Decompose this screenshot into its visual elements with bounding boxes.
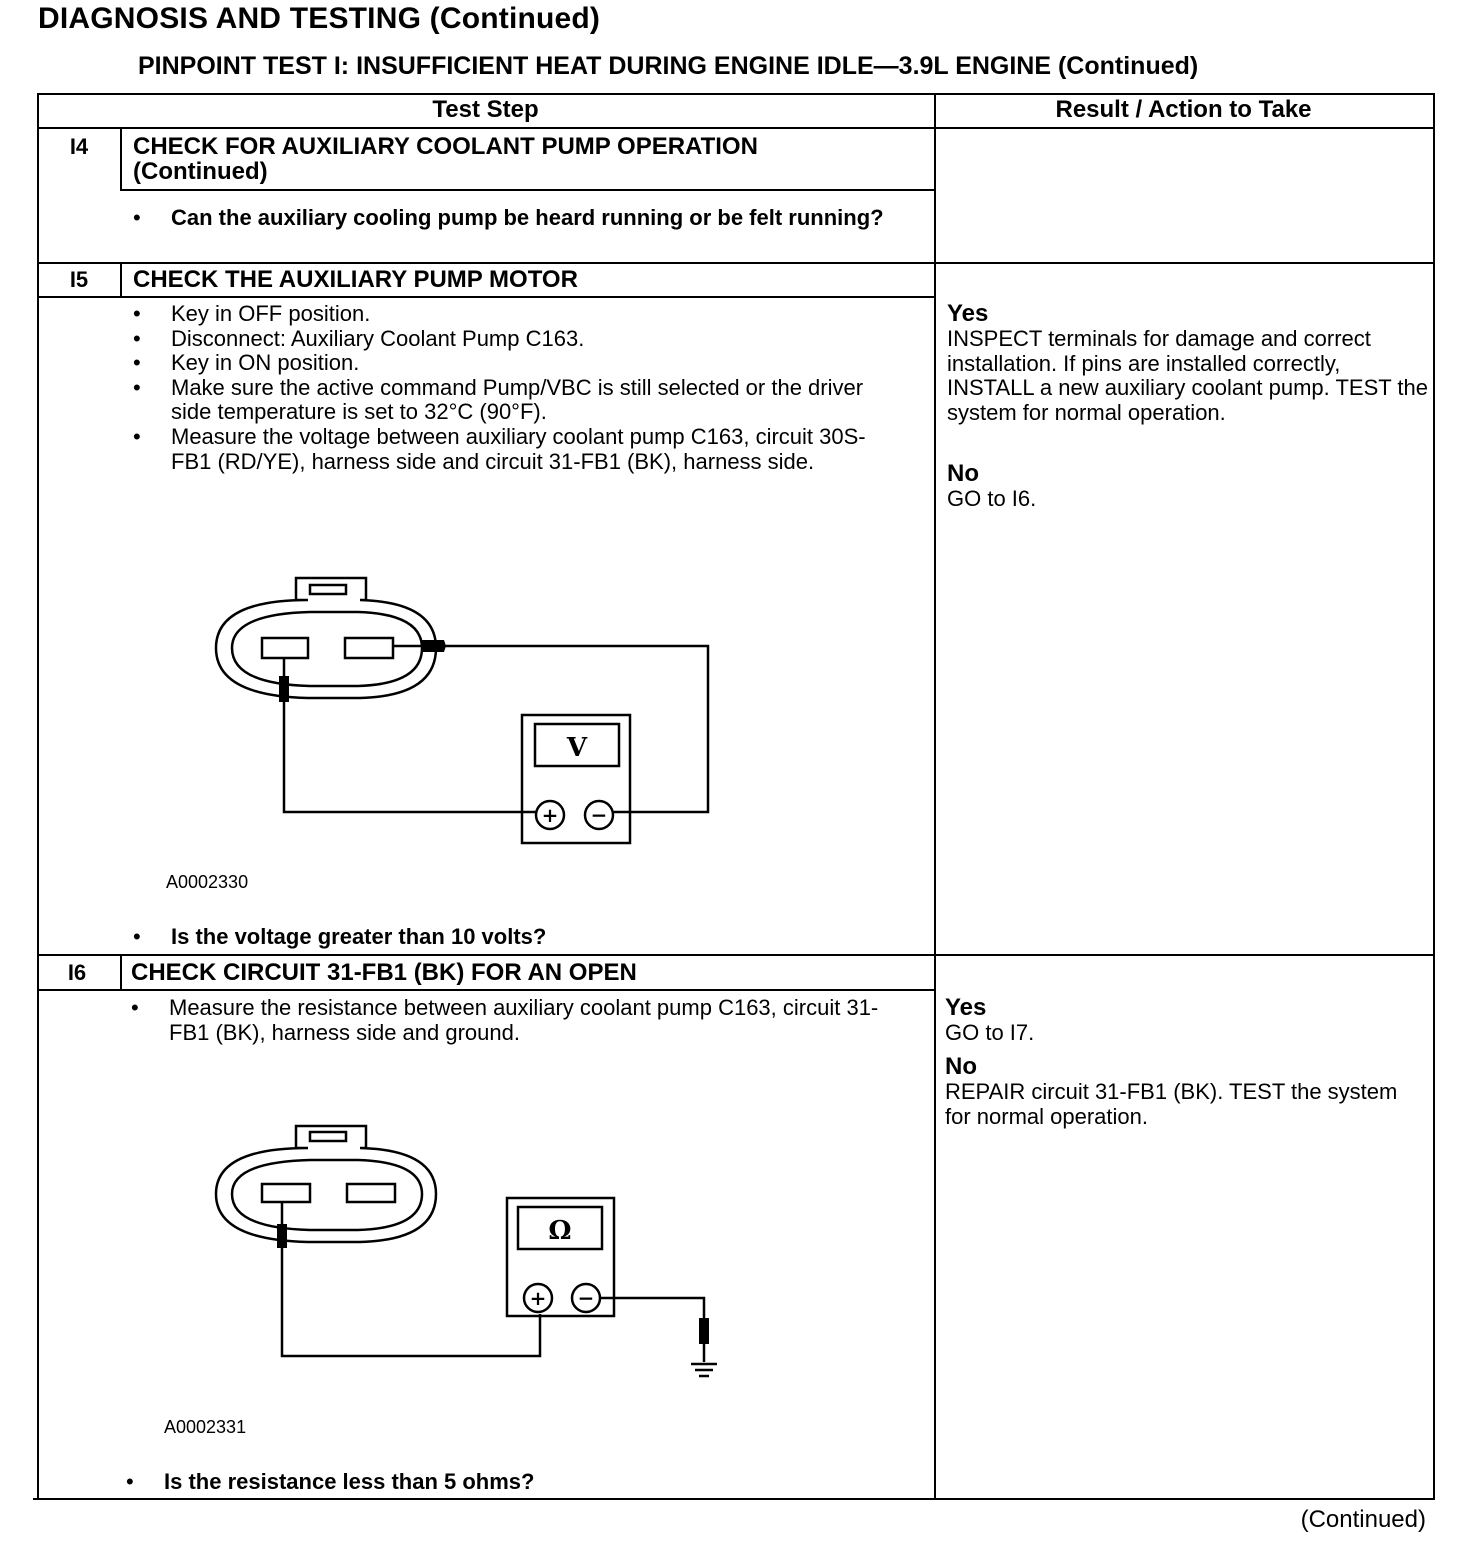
i6-title-divider <box>37 989 936 991</box>
i5-title-divider <box>37 296 936 298</box>
i6-terminal-left <box>262 1184 310 1202</box>
i5-no-label: No <box>947 460 979 487</box>
i6-instruction-item: • Measure the resistance between auxiliary coolant pump C163, circuit 31-FB1 (BK), harness side and ground. <box>131 996 891 1045</box>
i5-no-action: GO to I6. <box>947 486 1037 511</box>
i6-probe-ground <box>699 1318 709 1344</box>
continued-label: (Continued) <box>1300 1506 1426 1533</box>
column-header-test-step: Test Step <box>432 96 539 123</box>
i5-instruction-item: • Measure the voltage between auxiliary coolant pump C163, circuit 30S-FB1 (RD/YE), harness side and circuit 31-FB1 (BK), harness side. <box>133 425 903 474</box>
table-border-left <box>37 93 39 1500</box>
i5-yes-action: INSPECT terminals for damage and correct installation. If pins are installed correctly, INSTALL a new auxiliary coolant pump. TEST the system for normal operation. <box>947 326 1428 425</box>
step-title-i5: CHECK THE AUXILIARY PUMP MOTOR <box>133 266 578 293</box>
i5-terminal-left <box>262 638 308 658</box>
i6-yes-action: GO to I7. <box>945 1020 1035 1045</box>
i5-voltmeter-diagram <box>200 560 740 860</box>
table-border-right <box>1433 93 1435 1500</box>
column-header-result: Result / Action to Take <box>1055 96 1312 123</box>
i5-figure-id: A0002330 <box>166 872 249 892</box>
header-divider <box>37 127 1435 129</box>
i5-bottom-divider <box>37 954 1435 956</box>
i5-lead-positive <box>284 658 536 812</box>
i5-yes-label: Yes <box>947 300 989 327</box>
i6-yes-label: Yes <box>945 994 987 1021</box>
step-title-i4: CHECK FOR AUXILIARY COOLANT PUMP OPERATION (Continued) <box>133 133 758 185</box>
i6-meter-symbol: Ω <box>548 1216 572 1246</box>
i4-title-divider <box>120 189 936 191</box>
i5-minus-sign: − <box>590 803 608 827</box>
i6-no-label: No <box>945 1053 977 1080</box>
i5-lead-negative <box>393 646 708 812</box>
i4-bottom-divider <box>37 262 1435 264</box>
page-heading: DIAGNOSIS AND TESTING (Continued) <box>38 2 601 35</box>
i6-connector-inner <box>232 1160 422 1230</box>
i5-number-divider <box>120 262 122 297</box>
i5-meter-symbol: V <box>566 733 588 763</box>
i5-instruction-item: • Key in OFF position. <box>133 302 903 327</box>
i6-number-divider <box>120 954 122 990</box>
i6-plus-sign: + <box>529 1286 547 1310</box>
i6-no-action: REPAIR circuit 31-FB1 (BK). TEST the system for normal operation. <box>945 1079 1398 1129</box>
i4-number-divider <box>120 127 122 191</box>
i6-question: • Is the resistance less than 5 ohms? <box>126 1469 944 1495</box>
step-number-i5: I5 <box>69 267 89 292</box>
i5-probe-right <box>422 640 446 652</box>
i6-instructions <box>131 996 891 1045</box>
i4-question: • Can the auxiliary cooling pump be heard running or be felt running? <box>133 206 951 231</box>
i5-probe-left <box>279 676 289 702</box>
i6-terminal-right <box>347 1184 395 1202</box>
i6-lead-positive <box>282 1202 540 1356</box>
step-title-i6: CHECK CIRCUIT 31-FB1 (BK) FOR AN OPEN <box>131 959 637 986</box>
i5-plus-sign: + <box>541 803 559 827</box>
i6-ohmmeter-diagram <box>200 1110 740 1390</box>
step-number-i6: I6 <box>67 960 87 985</box>
pinpoint-test-title: PINPOINT TEST I: INSUFFICIENT HEAT DURING ENGINE IDLE—3.9L ENGINE (Continued) <box>138 52 1199 80</box>
column-divider <box>934 93 936 1500</box>
i6-probe-left <box>277 1224 287 1248</box>
i6-figure-id: A0002331 <box>164 1417 247 1437</box>
i6-connector-body <box>216 1126 436 1242</box>
i5-instruction-item: • Disconnect: Auxiliary Coolant Pump C163. <box>133 327 903 352</box>
i6-minus-sign: − <box>577 1286 595 1310</box>
i5-instruction-item: • Key in ON position. <box>133 351 903 376</box>
i5-connector-latch <box>310 585 346 594</box>
i5-instructions <box>133 302 903 474</box>
i5-instruction-item: • Make sure the active command Pump/VBC is still selected or the driver side temperature is set to 32°C (90°F). <box>133 376 903 425</box>
i5-question: • Is the voltage greater than 10 volts? <box>133 924 951 950</box>
table-border-top <box>37 93 1435 95</box>
step-number-i4: I4 <box>69 134 89 159</box>
i5-connector-body <box>216 578 436 698</box>
i6-connector-latch <box>310 1132 346 1141</box>
i6-lead-negative <box>600 1298 704 1320</box>
table-border-bottom <box>33 1498 1433 1500</box>
i5-terminal-right <box>345 638 393 658</box>
